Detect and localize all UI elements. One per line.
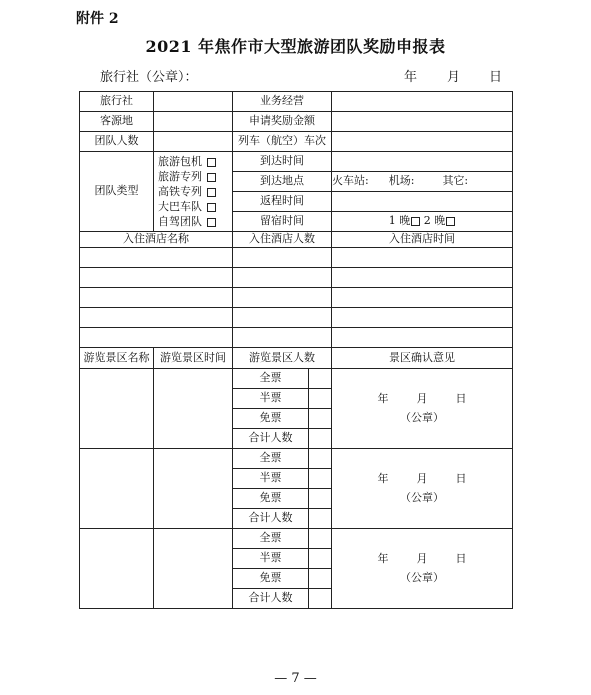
confirm-date: 年 月 日	[377, 472, 467, 486]
ticket-total-count[interactable]	[309, 589, 332, 609]
confirm-date: 年 月 日	[377, 552, 467, 566]
team-type-option-label: 高铁专列	[158, 185, 202, 198]
scenic-time-cell[interactable]	[154, 369, 233, 449]
hotel-time-header: 入住酒店时间	[332, 232, 513, 248]
ticket-half-count[interactable]	[309, 389, 332, 409]
arrival-option-other: 其它:	[442, 174, 469, 188]
hotel-time-cell[interactable]	[332, 288, 513, 308]
ticket-total-label: 合计人数	[233, 509, 309, 529]
confirm-seal: （公章）	[400, 570, 444, 584]
scenic-name-cell[interactable]	[80, 369, 154, 449]
checkbox[interactable]	[207, 188, 216, 197]
scenic-time-header: 游览景区时间	[154, 348, 233, 369]
date-day-label: 日	[489, 70, 503, 85]
team-size-label: 团队人数	[80, 132, 154, 152]
team-type-option[interactable]	[158, 184, 232, 199]
scenic-time-cell[interactable]	[154, 529, 233, 609]
arrival-place-field[interactable]	[332, 172, 513, 192]
scenic-people-header: 游览景区人数	[233, 348, 332, 369]
ticket-half-label: 半票	[233, 469, 309, 489]
scenic-confirm-cell[interactable]	[332, 369, 513, 449]
team-type-option[interactable]	[158, 199, 232, 214]
scenic-time-cell[interactable]	[154, 449, 233, 529]
team-type-option[interactable]	[158, 214, 232, 229]
ticket-total-count[interactable]	[309, 509, 332, 529]
train-number-field[interactable]	[332, 132, 513, 152]
return-time-field[interactable]	[332, 192, 513, 212]
business-field[interactable]	[332, 92, 513, 112]
scenic-name-header: 游览景区名称	[80, 348, 154, 369]
hotel-name-header: 入住酒店名称	[80, 232, 233, 248]
ticket-total-label: 合计人数	[233, 589, 309, 609]
hotel-people-cell[interactable]	[233, 308, 332, 328]
confirm-seal: （公章）	[400, 490, 444, 504]
stay-option-two-nights: 2 晚	[423, 214, 446, 228]
business-label: 业务经营	[233, 92, 332, 112]
scenic-confirm-header: 景区确认意见	[332, 348, 513, 369]
travel-agency-label: 旅行社	[80, 92, 154, 112]
ticket-total-label: 合计人数	[233, 429, 309, 449]
hotel-time-cell[interactable]	[332, 248, 513, 268]
source-label: 客源地	[80, 112, 154, 132]
reward-amount-label: 申请奖励金额	[233, 112, 332, 132]
hotel-time-cell[interactable]	[332, 328, 513, 348]
hotel-people-header: 入住酒店人数	[233, 232, 332, 248]
arrival-option-airport: 机场:	[388, 174, 415, 188]
checkbox[interactable]	[446, 217, 455, 226]
ticket-total-count[interactable]	[309, 429, 332, 449]
ticket-full-label: 全票	[233, 369, 309, 389]
ticket-full-count[interactable]	[309, 369, 332, 389]
team-type-option[interactable]	[158, 169, 232, 184]
arrival-place-label: 到达地点	[233, 172, 332, 192]
team-type-option-label: 大巴车队	[158, 200, 202, 213]
agency-seal-label: 旅行社（公章）：	[100, 70, 198, 85]
confirm-seal: （公章）	[400, 410, 444, 424]
confirm-date: 年 月 日	[377, 392, 467, 406]
return-time-label: 返程时间	[233, 192, 332, 212]
ticket-free-label: 免票	[233, 409, 309, 429]
hotel-people-cell[interactable]	[233, 268, 332, 288]
team-type-option[interactable]	[158, 154, 232, 169]
checkbox[interactable]	[207, 218, 216, 227]
hotel-time-cell[interactable]	[332, 268, 513, 288]
hotel-people-cell[interactable]	[233, 288, 332, 308]
stay-time-field[interactable]	[332, 212, 513, 232]
hotel-name-cell[interactable]	[80, 288, 233, 308]
ticket-free-count[interactable]	[309, 489, 332, 509]
team-type-option-label: 旅游专列	[158, 170, 202, 183]
hotel-people-cell[interactable]	[233, 328, 332, 348]
team-type-options	[154, 152, 233, 232]
ticket-full-label: 全票	[233, 449, 309, 469]
scenic-name-cell[interactable]	[80, 449, 154, 529]
checkbox[interactable]	[207, 203, 216, 212]
arrival-option-train: 火车站:	[332, 174, 369, 188]
appendix-label: 附件 2	[76, 11, 119, 27]
team-type-option-label: 自驾团队	[158, 215, 202, 228]
hotel-people-cell[interactable]	[233, 248, 332, 268]
ticket-half-label: 半票	[233, 549, 309, 569]
arrival-time-field[interactable]	[332, 152, 513, 172]
team-type-option-label: 旅游包机	[158, 155, 202, 168]
ticket-full-count[interactable]	[309, 449, 332, 469]
arrival-time-label: 到达时间	[233, 152, 332, 172]
hotel-name-cell[interactable]	[80, 268, 233, 288]
hotel-name-cell[interactable]	[80, 308, 233, 328]
ticket-full-count[interactable]	[309, 529, 332, 549]
hotel-name-cell[interactable]	[80, 248, 233, 268]
date-month-label: 月	[447, 70, 461, 85]
date-year-label: 年	[404, 70, 418, 85]
checkbox[interactable]	[207, 158, 216, 167]
ticket-half-count[interactable]	[309, 469, 332, 489]
ticket-half-count[interactable]	[309, 549, 332, 569]
scenic-name-cell[interactable]	[80, 529, 154, 609]
ticket-half-label: 半票	[233, 389, 309, 409]
ticket-full-label: 全票	[233, 529, 309, 549]
ticket-free-label: 免票	[233, 569, 309, 589]
ticket-free-count[interactable]	[309, 569, 332, 589]
checkbox[interactable]	[207, 173, 216, 182]
source-field[interactable]	[154, 112, 233, 132]
team-size-field[interactable]	[154, 132, 233, 152]
train-number-label: 列车（航空）车次	[233, 132, 332, 152]
checkbox[interactable]	[411, 217, 420, 226]
scenic-confirm-cell[interactable]	[332, 449, 513, 529]
reward-amount-field[interactable]	[332, 112, 513, 132]
ticket-free-count[interactable]	[309, 409, 332, 429]
application-form-table	[79, 91, 513, 609]
scenic-confirm-cell[interactable]	[332, 529, 513, 609]
hotel-time-cell[interactable]	[332, 308, 513, 328]
ticket-free-label: 免票	[233, 489, 309, 509]
form-title: 2021 年焦作市大型旅游团队奖励申报表	[145, 37, 446, 56]
travel-agency-field[interactable]	[154, 92, 233, 112]
stay-time-label: 留宿时间	[233, 212, 332, 232]
hotel-name-cell[interactable]	[80, 328, 233, 348]
team-type-label: 团队类型	[80, 152, 154, 232]
page-number: — 7 —	[274, 671, 317, 686]
stay-option-one-night: 1 晚	[388, 214, 411, 228]
